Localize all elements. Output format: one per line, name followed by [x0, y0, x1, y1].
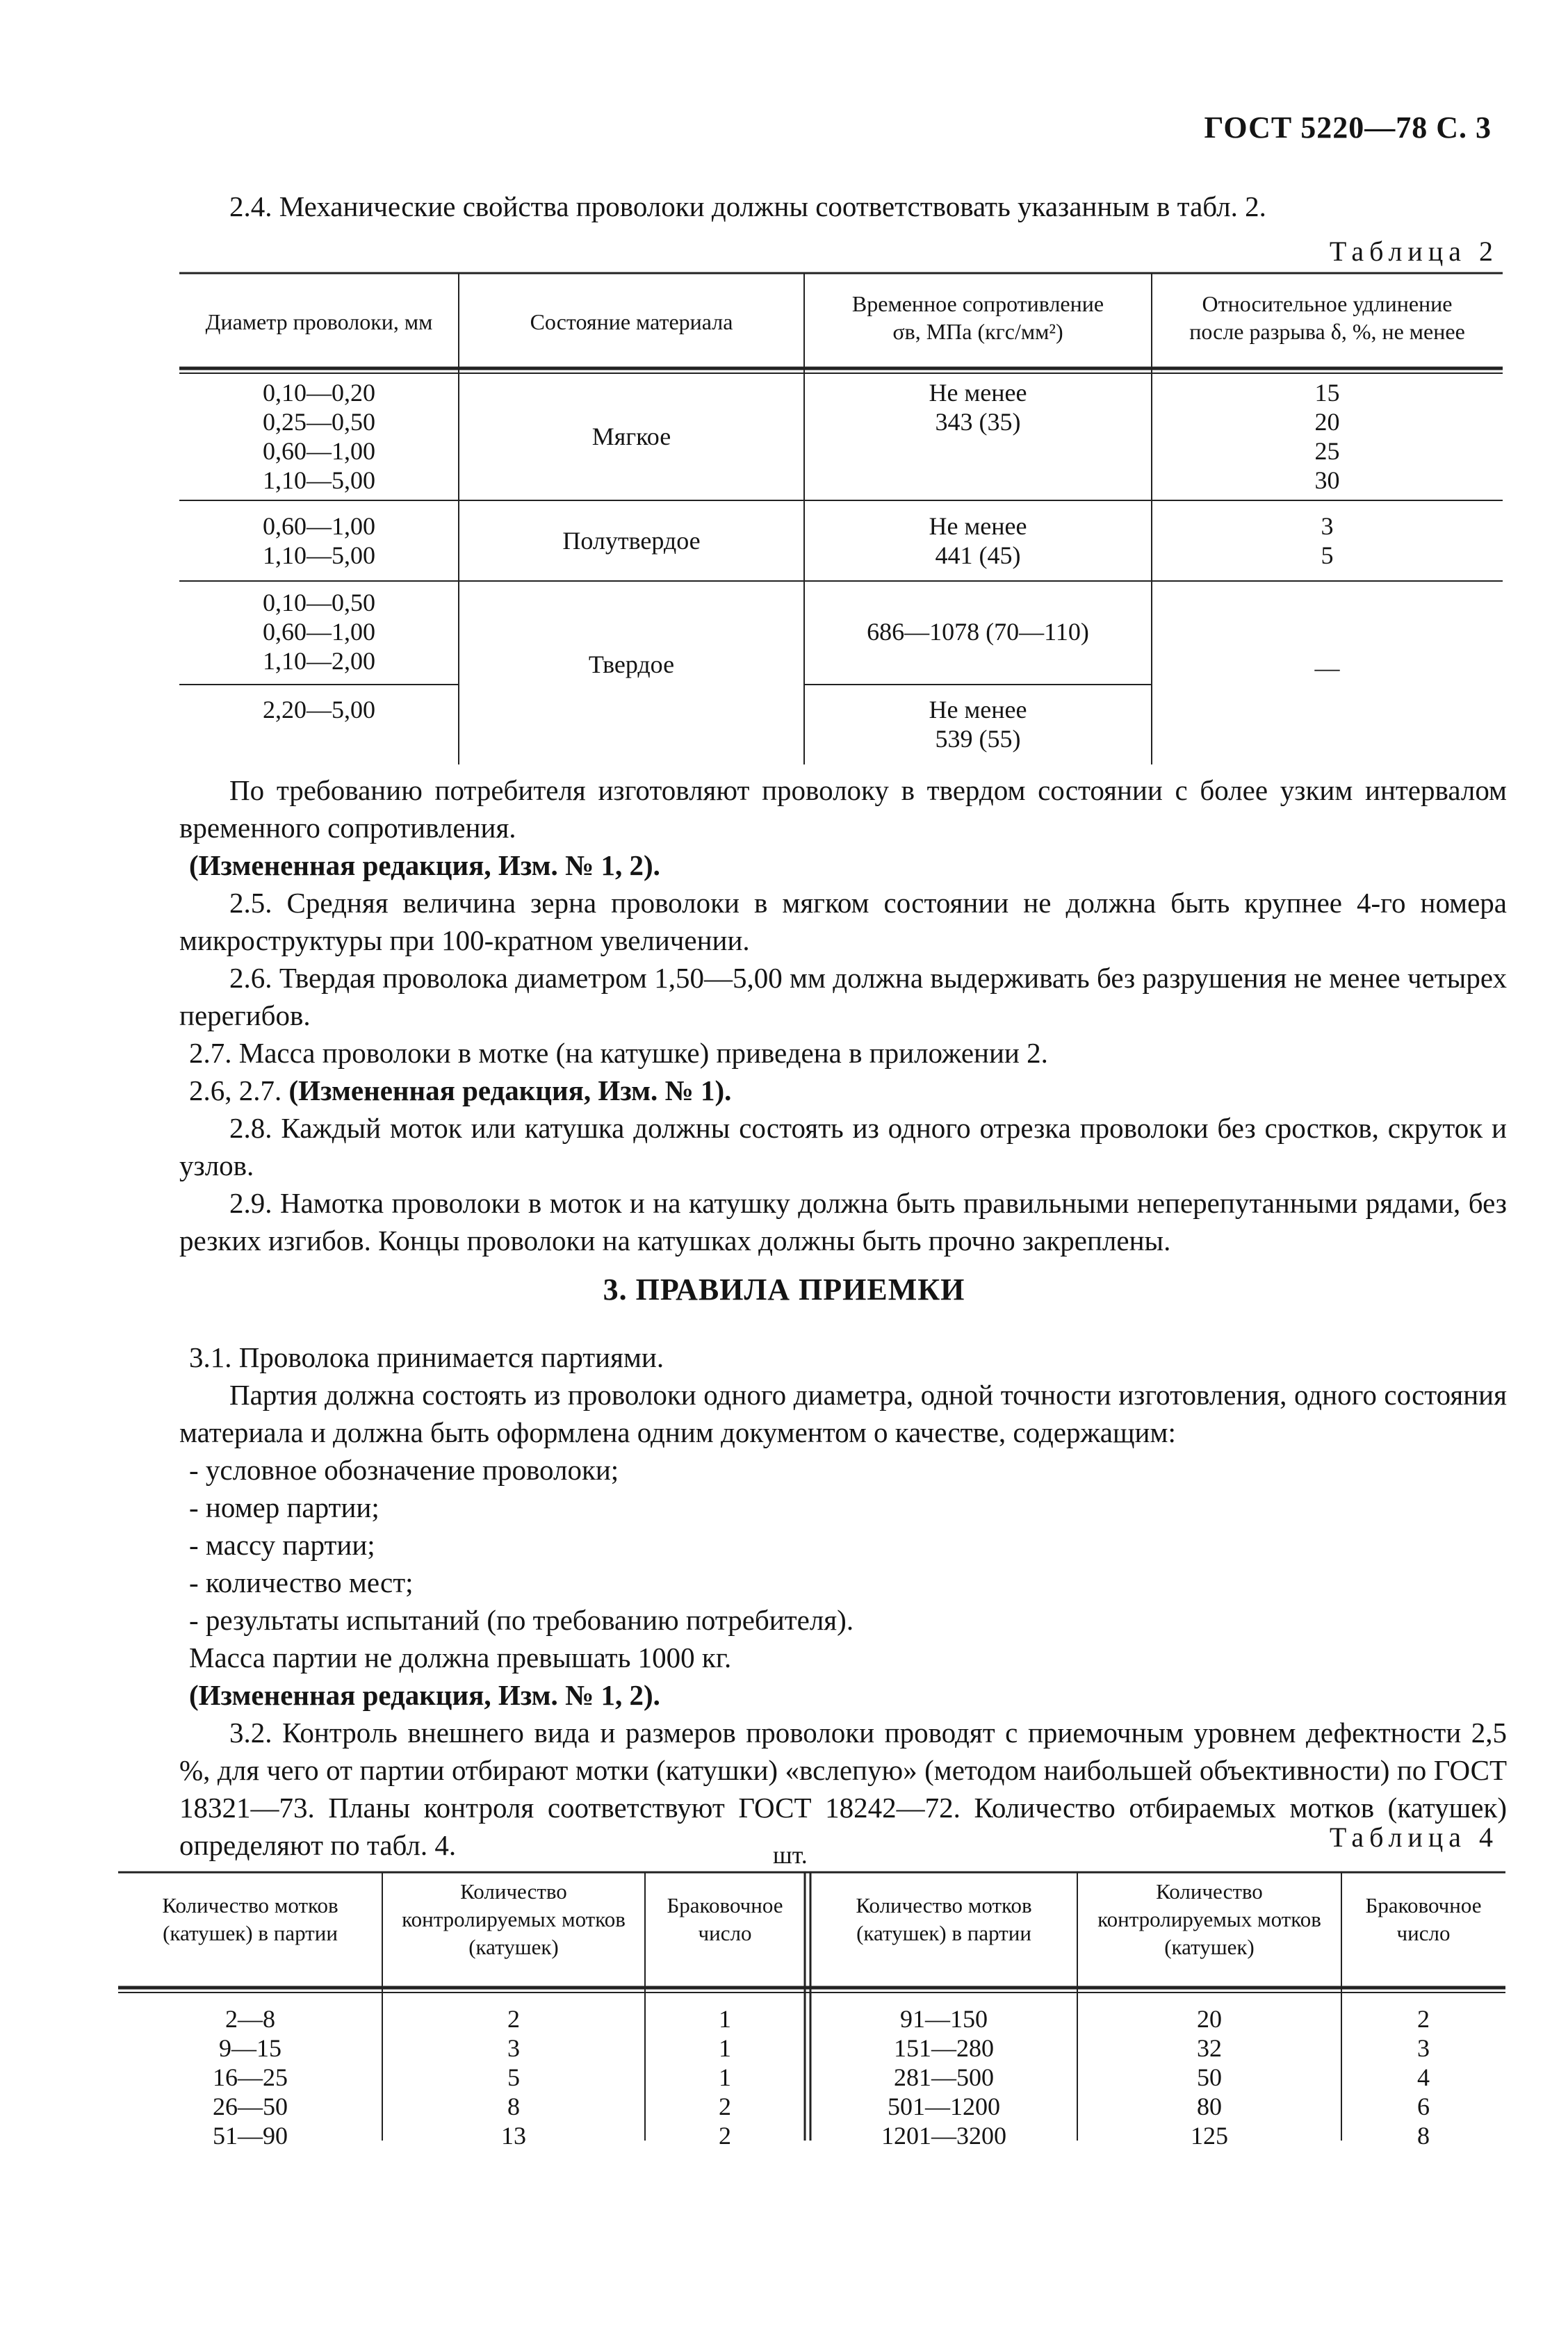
list-item: - номер партии;	[189, 1491, 379, 1523]
table2-caption: Таблица 2	[1329, 236, 1498, 267]
t2-hard-state: Твердое	[588, 651, 675, 678]
table-cell: 16—25	[213, 2063, 288, 2091]
t2-soft-elong-2: 20	[1314, 408, 1340, 436]
t2-header-elong-2: после разрыва δ, %, не менее	[1189, 319, 1465, 344]
t2-header-state: Состояние материала	[530, 309, 733, 334]
table-cell: 80	[1197, 2093, 1222, 2120]
paragraph-2-7: 2.7. Масса проволоки в мотке (на катушке) приведена в приложении 2.	[189, 1037, 1048, 1069]
table-cell: 501—1200	[888, 2093, 1000, 2120]
table-cell: 51—90	[213, 2122, 288, 2150]
t2-hard-diam-3: 1,10—2,00	[263, 647, 375, 675]
t2-half-diam-2: 1,10—5,00	[263, 541, 375, 569]
t2-soft-elong-3: 25	[1314, 437, 1340, 465]
amendment-ref: 2.6, 2.7.	[189, 1074, 282, 1106]
t2-header-diameter: Диаметр проволоки, мм	[205, 309, 433, 334]
paragraph-2-6-2-7	[189, 1072, 731, 1109]
table-cell: 2	[1417, 2005, 1430, 2033]
paragraph-mass: Масса партии не должна превышать 1000 кг.	[189, 1642, 732, 1674]
table-cell: 50	[1197, 2063, 1222, 2091]
paragraph-2-9: 2.9. Намотка проволоки в моток и на катушку должна быть правильными неперепутанными рядами, без резких изгибов. Концы проволоки на катушках должны быть прочно закреплены.	[179, 1187, 1507, 1257]
t2-half-elong-2: 5	[1321, 541, 1334, 569]
t4-header-reject-2: Браковочное число	[1365, 1893, 1482, 1945]
paragraph-3-2: 3.2. Контроль внешнего вида и размеров проволоки проводят с приемочным уровнем дефектности 2,5 %, для чего от партии отбирают мотки (катушки) «вслепую» (методом наибольшей объективности) по ГОСТ 18321—73. Планы контроля соответствуют ГОСТ 18242—72. Количество отбираемых мотков (катушек) определяют по табл. 4.	[179, 1717, 1507, 1861]
page-header: ГОСТ 5220—78 С. 3	[1204, 111, 1492, 145]
t2-half-strength-1: Не менее	[929, 512, 1027, 540]
t2-soft-elong-1: 15	[1314, 379, 1340, 407]
table-cell: 151—280	[894, 2034, 994, 2062]
t2-soft-diam-3: 0,60—1,00	[263, 437, 375, 465]
t2-header-strength-2: σв, МПа (кгс/мм²)	[892, 319, 1063, 344]
t2-soft-strength-2: 343 (35)	[935, 408, 1021, 436]
paragraph-batch: Партия должна состоять из проволоки одного диаметра, одной точности изготовления, одного состояния материала и должна быть оформлена одним документом о качестве, содержащим:	[179, 1379, 1507, 1448]
t4-header-controlled-2: Количество контролируемых мотков (катушек)	[1097, 1879, 1321, 1959]
table-cell: 281—500	[894, 2063, 994, 2091]
t4-header-batch-2: Количество мотков (катушек) в партии	[856, 1893, 1032, 1945]
section-3-heading: 3. ПРАВИЛА ПРИЕМКИ	[603, 1273, 965, 1307]
table-cell: 2	[719, 2093, 731, 2120]
table-cell: 1	[719, 2005, 731, 2033]
table-cell: 8	[507, 2093, 520, 2120]
table-cell: 125	[1191, 2122, 1228, 2150]
amendment-note-1: (Измененная редакция, Изм. № 1, 2).	[189, 849, 660, 881]
table-cell: 1	[719, 2063, 731, 2091]
table-cell: 5	[507, 2063, 520, 2091]
t2-hard-diam-4: 2,20—5,00	[263, 696, 375, 723]
paragraph-2-8: 2.8. Каждый моток или катушка должны состоять из одного отрезка проволоки без сростков, скруток и узлов.	[179, 1112, 1507, 1181]
t4-header-batch-1: Количество мотков (катушек) в партии	[162, 1893, 338, 1945]
t2-hard-strength-a: 686—1078 (70—110)	[867, 618, 1089, 646]
list-item: - количество мест;	[189, 1566, 414, 1598]
table-cell: 3	[507, 2034, 520, 2062]
t2-half-elong-1: 3	[1321, 512, 1334, 540]
table-cell: 32	[1197, 2034, 1222, 2062]
table-cell: 1	[719, 2034, 731, 2062]
paragraph-2-5: 2.5. Средняя величина зерна проволоки в мягком состоянии не должна быть крупнее 4-го номера микроструктуры при 100-кратном увеличении.	[179, 887, 1507, 956]
table-cell: 3	[1417, 2034, 1430, 2062]
paragraph-2-6: 2.6. Твердая проволока диаметром 1,50—5,00 мм должна выдерживать без разрушения не менее четырех перегибов.	[179, 962, 1507, 1031]
t4-header-reject-1: Браковочное число	[667, 1893, 783, 1945]
table-cell: 1201—3200	[881, 2122, 1006, 2150]
t2-hard-strength-b-2: 539 (55)	[935, 725, 1021, 753]
table-cell: 2	[719, 2122, 731, 2150]
table-cell: 13	[501, 2122, 526, 2150]
t2-soft-diam-4: 1,10—5,00	[263, 466, 375, 494]
t2-hard-diam-2: 0,60—1,00	[263, 618, 375, 646]
t2-header-strength-1: Временное сопротивление	[851, 291, 1104, 316]
table-cell: 8	[1417, 2122, 1430, 2150]
paragraph-after-table2: По требованию потребителя изготовляют проволоку в твердом состоянии с более узким интервалом временного сопротивления.	[179, 774, 1507, 844]
t2-soft-elong-4: 30	[1314, 466, 1340, 494]
t2-hard-strength-b-1: Не менее	[929, 696, 1027, 723]
table-cell: 9—15	[219, 2034, 281, 2062]
table-cell: 2	[507, 2005, 520, 2033]
t2-half-diam-1: 0,60—1,00	[263, 512, 375, 540]
table-cell: 91—150	[900, 2005, 988, 2033]
t4-header-controlled-1: Количество контролируемых мотков (катушек)	[402, 1879, 626, 1959]
t2-soft-diam-2: 0,25—0,50	[263, 408, 375, 436]
table-cell: 6	[1417, 2093, 1430, 2120]
table-cell: 4	[1417, 2063, 1430, 2091]
table4-unit: шт.	[773, 1841, 808, 1869]
paragraph-2-4: 2.4. Механические свойства проволоки должны соответствовать указанным в табл. 2.	[229, 190, 1266, 222]
table4-caption: Таблица 4	[1329, 1822, 1498, 1853]
t2-hard-diam-1: 0,10—0,50	[263, 589, 375, 616]
t2-soft-state: Мягкое	[591, 423, 671, 450]
list-item: - условное обозначение проволоки;	[189, 1454, 619, 1486]
table-cell: 26—50	[213, 2093, 288, 2120]
t2-hard-elong: —	[1314, 654, 1340, 682]
t2-half-strength-2: 441 (45)	[935, 541, 1021, 569]
amendment-note-2: (Измененная редакция, Изм. № 1).	[288, 1074, 732, 1106]
table-cell: 20	[1197, 2005, 1222, 2033]
table-cell: 2—8	[225, 2005, 275, 2033]
t2-header-elong-1: Относительное удлинение	[1202, 291, 1453, 316]
amendment-note-3: (Измененная редакция, Изм. № 1, 2).	[189, 1679, 660, 1711]
t2-soft-diam-1: 0,10—0,20	[263, 379, 375, 407]
t2-soft-strength-1: Не менее	[929, 379, 1027, 407]
list-item: - массу партии;	[189, 1529, 375, 1561]
paragraph-3-1: 3.1. Проволока принимается партиями.	[189, 1341, 664, 1373]
list-item: - результаты испытаний (по требованию потребителя).	[189, 1604, 854, 1636]
t2-half-state: Полутвердое	[562, 527, 701, 555]
